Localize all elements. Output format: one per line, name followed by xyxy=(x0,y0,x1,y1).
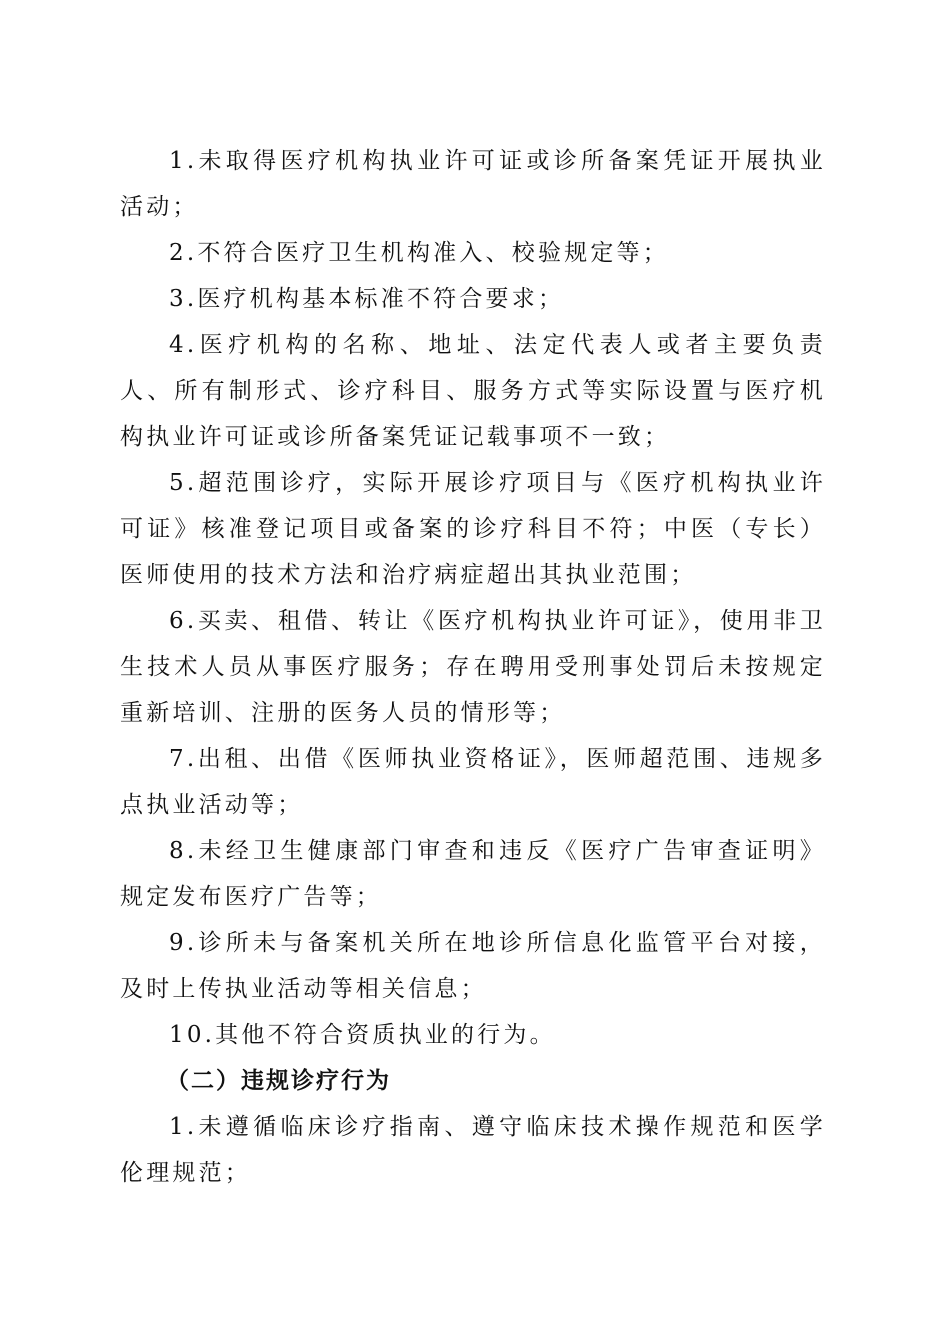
paragraph-10: 10.其他不符合资质执业的行为。 xyxy=(169,1022,556,1048)
document-body xyxy=(120,138,826,1196)
paragraph-7: 7.出租、出借《医师执业资格证》，医师超范围、违规多点执业活动等； xyxy=(120,746,826,818)
paragraph-4: 4.医疗机构的名称、地址、法定代表人或者主要负责人、所有制形式、诊疗科目、服务方式等实际设置与医疗机构执业许可证或诊所备案凭证记载事项不一致； xyxy=(120,332,826,450)
section-heading: （二）违规诊疗行为 xyxy=(166,1067,391,1094)
paragraph-6: 6.买卖、租借、转让《医疗机构执业许可证》，使用非卫生技术人员从事医疗服务；存在聘用受刑事处罚后未按规定重新培训、注册的医务人员的情形等； xyxy=(120,608,826,726)
paragraph-2: 2.不符合医疗卫生机构准入、校验规定等； xyxy=(169,240,669,266)
paragraph-3: 3.医疗机构基本标准不符合要求； xyxy=(169,286,565,312)
section-paragraph-1: 1.未遵循临床诊疗指南、遵守临床技术操作规范和医学伦理规范； xyxy=(120,1114,826,1186)
paragraph-5: 5.超范围诊疗，实际开展诊疗项目与《医疗机构执业许可证》核准登记项目或备案的诊疗科目不符；中医（专长）医师使用的技术方法和治疗病症超出其执业范围； xyxy=(120,470,826,588)
paragraph-9: 9.诊所未与备案机关所在地诊所信息化监管平台对接，及时上传执业活动等相关信息； xyxy=(120,930,826,1002)
paragraph-8: 8.未经卫生健康部门审查和违反《医疗广告审查证明》规定发布医疗广告等； xyxy=(120,838,826,910)
paragraph-1: 1.未取得医疗机构执业许可证或诊所备案凭证开展执业活动； xyxy=(120,148,826,220)
